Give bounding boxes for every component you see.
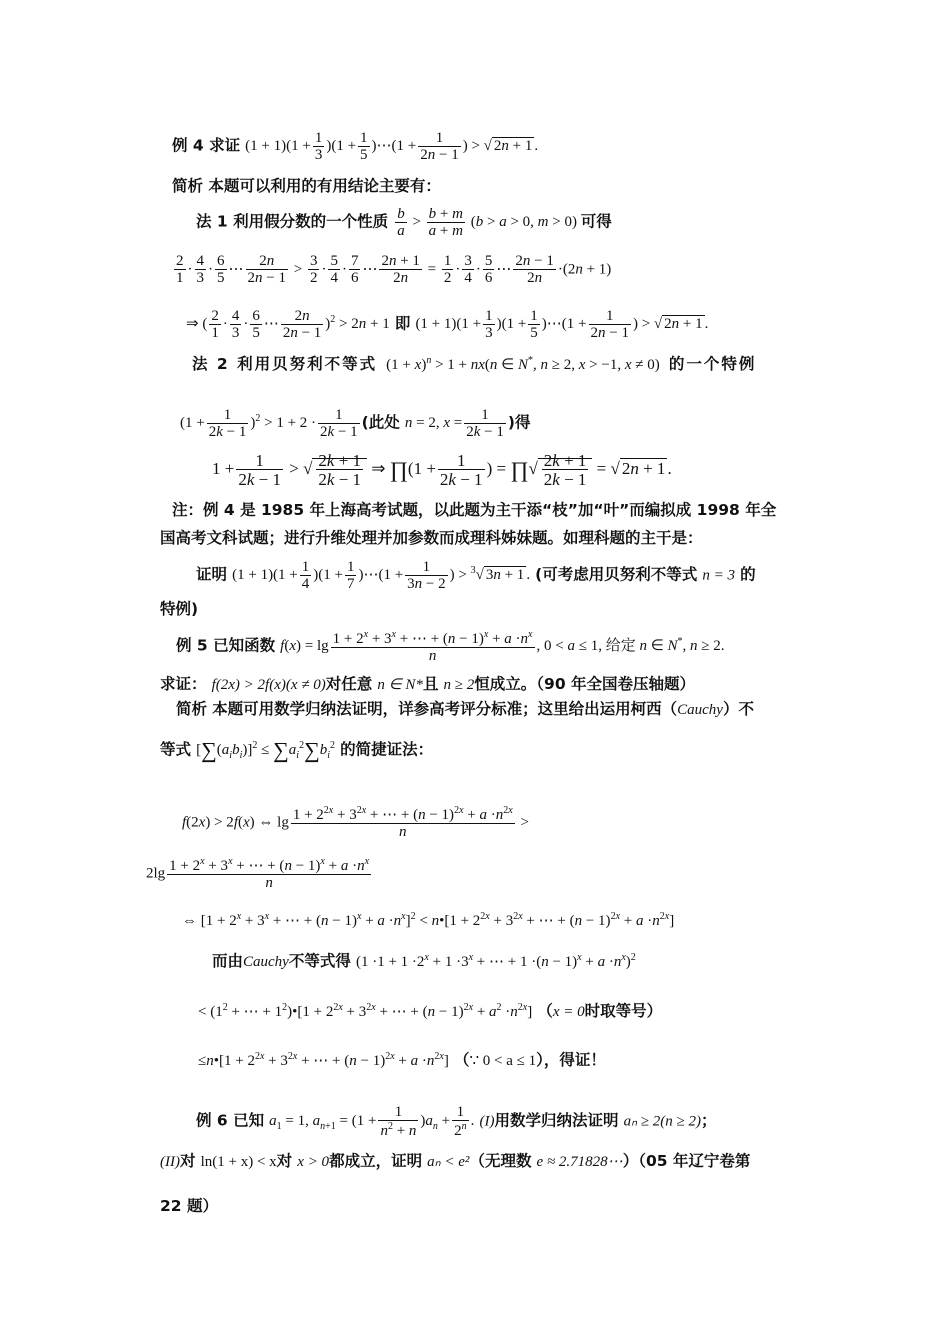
step6-math: ≤n•[1 + $2^{2x} + 3^{2x}$ + ⋯ + $(n - 1)^{2x} + a \cdot n^{2x}$] xyxy=(198,1051,449,1069)
ex6-line2 xyxy=(160,1153,750,1170)
ex6-part2-f: ）（05 年辽宁卷第 xyxy=(622,1152,751,1170)
method2-line1-note: (此处 xyxy=(361,413,400,432)
step4-mid: 不等式得 xyxy=(288,952,351,970)
step6-note-open: （ xyxy=(453,1051,470,1069)
method2-line1 xyxy=(180,408,530,440)
ex5-step1: f(2x) > 2f(x) ⇔ lg $\frac{1 + 2^{2x} + 3^{2x} + \cdots + (n - 1)^{2x} + a \cdot n^{2x}}{n}$ > xyxy=(182,805,529,840)
method1-line2-math2: (1 + 1)(1 + $\frac{1}{3}$ )(1 + $\frac{1}{5}$ )⋯(1 + $\frac{1}{2n - 1}$ ) > √ 2n + 1 . xyxy=(415,308,709,341)
step6-note-end: ），得证！ xyxy=(536,1051,606,1069)
method2-line1-end: )得 xyxy=(507,413,531,432)
ex5-ineq-line xyxy=(160,740,433,762)
ex5-prove-math: f(2x) > 2f(x)(x ≠ 0) xyxy=(211,677,326,693)
ex5-statement xyxy=(176,630,725,664)
ex5-analysis-text: 本题可用数学归纳法证明，详参高考评分标准；这里给出运用柯西（ xyxy=(212,700,678,718)
method2-line1-vals: n = 2, x = $\frac{1}{2k - 1}$ xyxy=(404,407,504,440)
step5-math: < ($1^2$ + ⋯ + $1^2)•[1 + 2^{2x} + 3^{2x}$ + ⋯ + $(n - 1)^{2x} + a^2 \cdot n^{2x}$] xyxy=(198,1002,533,1020)
ex6-part1-end: ； xyxy=(701,1111,717,1130)
prove-end: 的 xyxy=(740,565,756,584)
method2-head: 法 2 利用贝努利不等式 xyxy=(192,355,378,373)
ex5-prove-n2: n ≥ 2 xyxy=(443,677,475,693)
analysis-head: 简析 xyxy=(172,177,204,195)
ex6-part1-math: aₙ ≥ 2(n ≥ 2) xyxy=(623,1113,702,1130)
ex5-step3: ⇔ [$1 + 2^x + 3^x$ + ⋯ + $(n - 1)^x + a \cdot n^x]^2$ < n•[1 + $2^{2x} + 3^{2x}$ + ⋯ + $(n - 1)^{2x} + a \cdot n^{2x}$] xyxy=(182,911,675,929)
ex6-part2-c: 都成立，证明 xyxy=(329,1152,423,1170)
method2-line2: 1 + $\frac{1}{2k - 1}$ > √ $\frac{2k + 1}{2k - 1}$ ⇒ ∏(1 + $\frac{1}{2k - 1}$ ) = ∏√ $\frac{2k + 1}{2k - 1}$ = √ 2n + 1 . xyxy=(212,451,672,489)
method2-ineq: $(1 + x)^n > 1 + nx(n$ ∈ N*, n ≥ 2, x > −1, x ≠ 0) xyxy=(386,355,660,373)
prove-head: 证明 xyxy=(196,565,228,584)
ex5-func: f(x) = lg $\frac{1 + 2^x + 3^x + \cdots + (n - 1)^x + a \cdot n^x}{n}$ , 0 < a ≤ 1, 给定 n ∈ N*, n ≥ 2. xyxy=(280,629,725,664)
ex5-prove-and: 且 xyxy=(422,675,439,693)
prove-n: n = 3 xyxy=(702,567,735,584)
method1-line2 xyxy=(186,309,708,341)
step4-cauchy: Cauchy xyxy=(243,954,289,970)
prove-math: (1 + 1)(1 + $\frac{1}{4}$ )(1 + $\frac{1}{7}$ )⋯(1 + $\frac{1}{3n - 2}$ ) > $^3$√ 3n + 1 . xyxy=(232,559,531,592)
method1-head: 法 1 利用假分数的一个性质 xyxy=(196,212,389,231)
ex5-step6 xyxy=(198,1052,606,1069)
ex6-part2-label: (II) xyxy=(160,1154,180,1170)
ex6-part2-ineq: ln(1 + x) < x xyxy=(200,1154,277,1170)
method2-line1-math: (1 + $\frac{1}{2k - 1}$ )$^2$ > 1 + 2 · $\frac{1}{2k - 1}$ xyxy=(180,407,358,440)
step5-note-open: （ xyxy=(537,1002,553,1020)
method1-cond: $\frac{b}{a}$ > $\frac{b + m}{a + m}$ (b > a > 0, m > 0) xyxy=(397,206,581,239)
step5-note-x: x = 0 xyxy=(552,1004,585,1020)
ex5-prove-tail: 恒成立。（90 年全国卷压轴题） xyxy=(474,675,695,693)
ex6-line3: 22 题） xyxy=(160,1197,218,1215)
ex4-analysis xyxy=(172,179,441,195)
ex5-step4 xyxy=(212,953,636,970)
ex5-step5 xyxy=(198,1003,662,1020)
ex6-part2-math: aₙ < e² xyxy=(427,1154,470,1170)
ex6-line1 xyxy=(196,1105,717,1139)
ex5-ineq-tail: 的简捷证法： xyxy=(340,740,434,759)
analysis-text: 本题可以利用的有用结论主要有： xyxy=(208,177,441,195)
ex6-seq: $a_1 = 1$, $a_{n+1} = (1$ + $\frac{1}{n^2 + n}$ )$a_n$ + $\frac{1}{2^n}$ . xyxy=(269,1104,475,1139)
note-line2: 国高考文科试题；进行升维处理并加参数而成理科姊妹题。如理科题的主干是： xyxy=(160,529,703,547)
method2-tail: 的一个特例 xyxy=(668,355,757,373)
step5-note-end: 时取等号） xyxy=(584,1002,663,1020)
ex5-prove-head: 求证： xyxy=(160,675,207,693)
method1-header xyxy=(196,207,612,239)
ex6-head: 例 6 已知 xyxy=(196,1111,265,1130)
method1-line2-math: ⇒ ( $\frac{2}{1}$ · $\frac{4}{3}$ · $\frac{6}{5}$ ⋯ $\frac{2n}{2n - 1}$ )$^2$ > 2n + 1 xyxy=(186,308,390,341)
step4-math: ($1 \cdot 1 + 1 \cdot 2^x + 1 \cdot 3^x$ + ⋯ + $1 \cdot(n - 1)^x + a \cdot n^x)^2$ xyxy=(355,952,636,970)
ex6-part1-label: (I) xyxy=(479,1113,495,1130)
method1-line1: $\frac{2}{1}$ · $\frac{4}{3}$ · $\frac{6}{5}$ ⋯ $\frac{2n}{2n - 1}$ > $\frac{3}{2}$ · $\frac{5}{4}$ · $\frac{7}{6}$ ⋯ $\frac{2n + 1}{2n}$ = $\frac{1}{2}$ · $\frac{3}{4}$ · $\frac{5}{6}$ ⋯ $\frac{2n - 1}{2n}$ ·(2n + 1) xyxy=(176,253,612,286)
method1-tail: 可得 xyxy=(580,212,612,231)
ex6-part2-b: 对 xyxy=(276,1152,293,1170)
ex5-ineq-head: 等式 xyxy=(160,740,192,759)
ex6-part2-a: 对 xyxy=(179,1152,196,1170)
ex5-analysis-end: ）不 xyxy=(722,700,754,718)
ex6-part2-x: x > 0 xyxy=(297,1154,330,1170)
note-line4: 特例) xyxy=(160,600,199,618)
ex5-analysis-head: 简析 xyxy=(176,700,208,718)
method1-line2-ji: 即 xyxy=(394,314,411,333)
ex5-prove-mid: 对任意 xyxy=(325,675,373,693)
method2-header xyxy=(192,356,756,373)
prove-tail: (可考虑用贝努利不等式 xyxy=(535,565,698,584)
ex4-title: 例 4 求证 xyxy=(172,136,241,155)
ex5-cauchy: Cauchy xyxy=(677,702,723,718)
ex5-head: 例 5 已知函数 xyxy=(176,636,276,655)
step4-pre: 而由 xyxy=(212,952,244,970)
ex5-prove-n: n ∈ N* xyxy=(377,677,423,693)
ex5-ineq-math: $[\sum(a_ib_i)]^2 \le \sum a_i^2\sum b_i^2$ xyxy=(196,738,336,763)
step6-note-cond: ∵ 0 < a ≤ 1 xyxy=(469,1053,537,1069)
ex6-part1-text: 用数学归纳法证明 xyxy=(494,1111,619,1130)
ex5-step2: 2lg $\frac{1 + 2^x + 3^x + \cdots + (n - 1)^x + a \cdot n^x}{n}$ xyxy=(146,856,370,891)
ex6-part2-d: （无理数 xyxy=(469,1152,532,1170)
note-line1: 注：例 4 是 1985 年上海高考试题，以此题为主干添“枝”加“叶”而编拟成 1998 年全 xyxy=(172,501,777,519)
ex5-analysis xyxy=(176,701,754,718)
ex4-statement-line xyxy=(172,131,538,163)
ex5-prove xyxy=(160,676,695,693)
note-prove-line xyxy=(196,560,756,592)
ex6-part2-e: e ≈ 2.71828⋯ xyxy=(536,1154,623,1170)
ex4-math: (1 + 1)(1 + $\frac{1}{3}$ )(1 + $\frac{1}{5}$ )⋯(1 + $\frac{1}{2n - 1}$ ) > √ 2n + 1 . xyxy=(245,130,539,163)
